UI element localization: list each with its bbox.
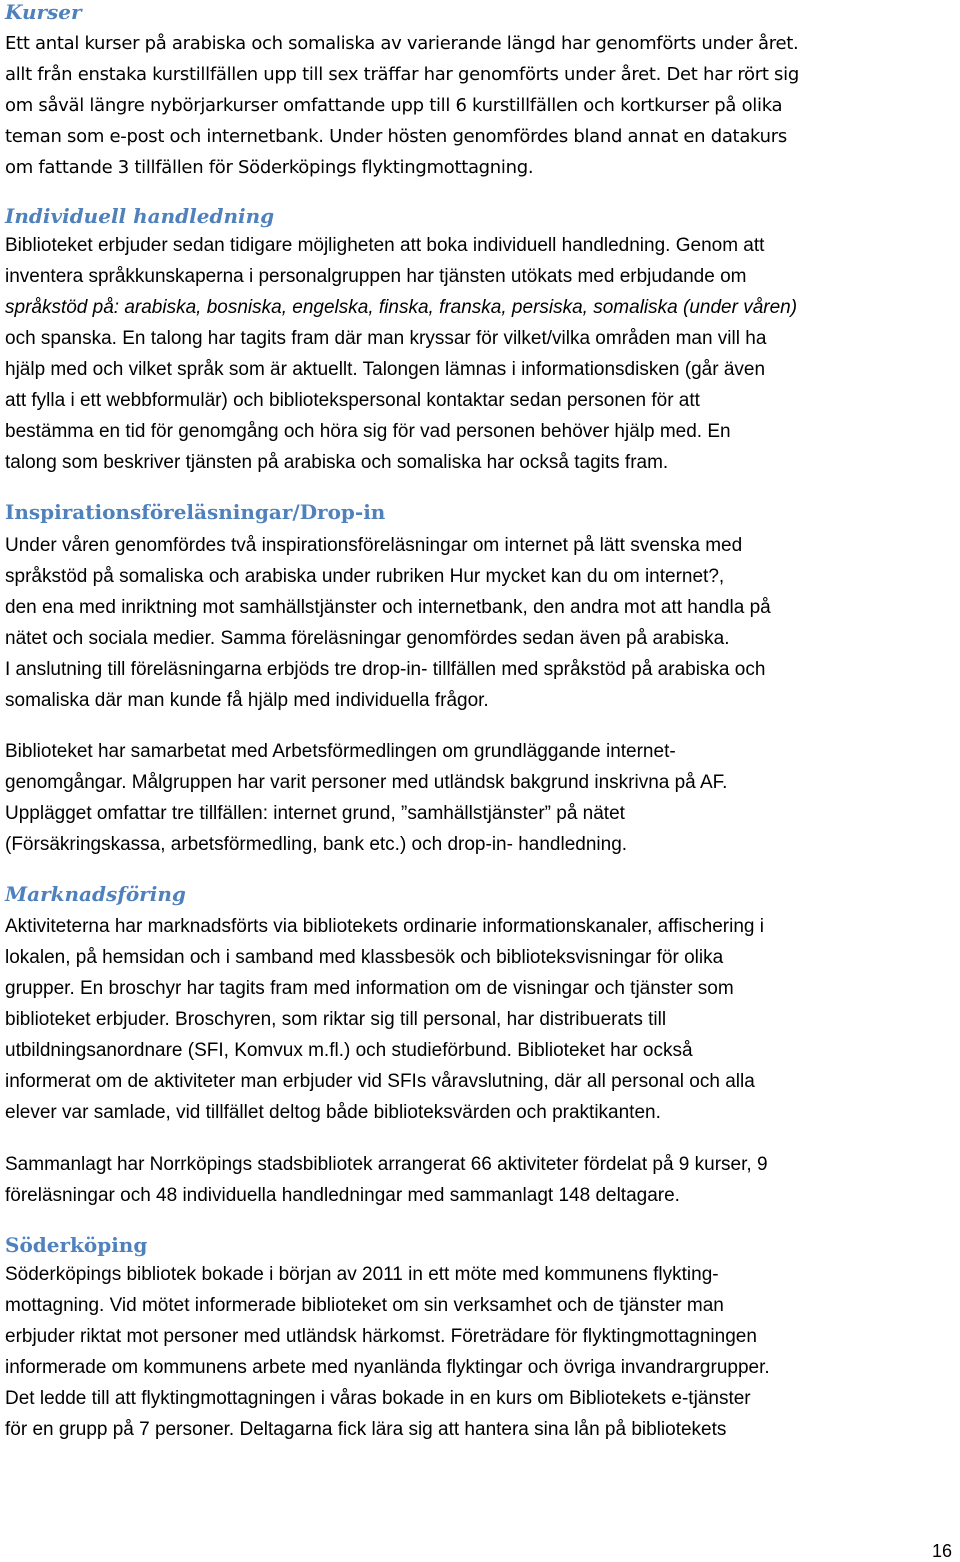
text-line: språkstöd på: arabiska, bosniska, engelska, finska, franska, persiska, somaliska (under våren): [5, 297, 798, 318]
paragraph-soderkoping: [5, 1259, 770, 1445]
heading-soderkoping: Söderköping: [5, 1233, 148, 1257]
text-line: Upplägget omfattar tre tillfällen: internet grund, ”samhällstjänster” på nätet: [5, 803, 625, 824]
heading-kurser: Kurser: [5, 0, 82, 24]
text-line: erbjuder riktat mot personer med utländsk härkomst. Företrädare för flyktingmottagningen: [5, 1326, 757, 1347]
text-line: föreläsningar och 48 individuella handledningar med sammanlagt 148 deltagare.: [5, 1185, 680, 1206]
text-line: grupper. En broschyr har tagits fram med information om de visningar och tjänster som: [5, 978, 734, 999]
text-line: inventera språkkunskaperna i personalgruppen har tjänsten utökats med erbjudande om: [5, 266, 747, 287]
paragraph-kurser: [5, 28, 799, 183]
text-line: mottagning. Vid mötet informerade biblioteket om sin verksamhet och de tjänster man: [5, 1295, 724, 1316]
text-line: informerade om kommunens arbete med nyanlända flyktingar och övriga invandrargrupper.: [5, 1357, 770, 1378]
text-line: biblioteket erbjuder. Broschyren, som riktar sig till personal, har distribuerats till: [5, 1009, 667, 1030]
text-line: Sammanlagt har Norrköpings stadsbibliotek arrangerat 66 aktiviteter fördelat på 9 kurser, 9: [5, 1154, 768, 1175]
text-line: utbildningsanordnare (SFI, Komvux m.fl.) och studieförbund. Biblioteket har också: [5, 1040, 693, 1061]
heading-individuell-handledning: Individuell handledning: [5, 204, 275, 228]
text-line: Aktiviteterna har marknadsförts via bibliotekets ordinarie informationskanaler, affischering i: [5, 916, 764, 937]
heading-marknadsforing: Marknadsföring: [5, 882, 186, 906]
text-line: teman som e-post och internetbank. Under hösten genomfördes bland annat en datakurs: [5, 126, 787, 147]
text-line: lokalen, på hemsidan och i samband med klassbesök och biblioteksvisningar för olika: [5, 947, 724, 968]
text-line: och spanska. En talong har tagits fram där man kryssar för vilket/vilka områden man vill ha: [5, 328, 767, 349]
paragraph-arbetsformedlingen: [5, 736, 727, 860]
text-line: Det ledde till att flyktingmottagningen i våras bokade in en kurs om Bibliotekets e-tjänster: [5, 1388, 751, 1409]
text-line: att fylla i ett webbformulär) och bibliotekspersonal kontaktar sedan personen för att: [5, 390, 700, 411]
page-number: 16: [931, 1541, 952, 1561]
text-line: talong som beskriver tjänsten på arabiska och somaliska har också tagits fram.: [5, 452, 669, 473]
text-line: elever var samlade, vid tillfället deltog både biblioteksvärden och praktikanten.: [5, 1102, 661, 1123]
text-line: bestämma en tid för genomgång och höra sig för vad personen behöver hjälp med. En: [5, 421, 731, 442]
paragraph-individuell-handledning: [5, 230, 797, 478]
text-line: den ena med inriktning mot samhällstjänster och internetbank, den andra mot att handla på: [5, 597, 771, 618]
paragraph-inspirationsforelasningar: [5, 530, 771, 716]
text-line: språkstöd på somaliska och arabiska under rubriken Hur mycket kan du om internet?,: [5, 566, 725, 587]
paragraph-marknadsforing: [5, 911, 764, 1128]
text-line: (Försäkringskassa, arbetsförmedling, bank etc.) och drop-in- handledning.: [5, 834, 628, 855]
paragraph-sammanlagt: [5, 1149, 768, 1211]
text-line: Söderköpings bibliotek bokade i början av 2011 in ett möte med kommunens flykting-: [5, 1264, 719, 1285]
text-line: om såväl längre nybörjarkurser omfattande upp till 6 kurstillfällen och kortkurser på olika: [5, 95, 783, 116]
text-line: informerat om de aktiviteter man erbjuder vid SFIs våravslutning, där all personal och alla: [5, 1071, 755, 1092]
text-line: Under våren genomfördes två inspirationsföreläsningar om internet på lätt svenska med: [5, 535, 743, 556]
text-line: Biblioteket har samarbetat med Arbetsförmedlingen om grundläggande internet-: [5, 741, 676, 762]
text-line: somaliska där man kunde få hjälp med individuella frågor.: [5, 690, 489, 711]
text-line: genomgångar. Målgruppen har varit personer med utländsk bakgrund inskrivna på AF.: [5, 772, 728, 793]
text-line: Ett antal kurser på arabiska och somaliska av varierande längd har genomförts under året.: [5, 33, 799, 54]
heading-inspirationsforelasningar: Inspirationsföreläsningar/Drop-in: [5, 500, 386, 524]
text-line: nätet och sociala medier. Samma föreläsningar genomfördes sedan även på arabiska.: [5, 628, 730, 649]
text-line: allt från enstaka kurstillfällen upp till sex träffar har genomförts under året. Det har rört sig: [5, 64, 799, 85]
text-line: Biblioteket erbjuder sedan tidigare möjligheten att boka individuell handledning. Genom att: [5, 235, 765, 256]
text-line: om fattande 3 tillfällen för Söderköpings flyktingmottagning.: [5, 157, 534, 178]
text-line: hjälp med och vilket språk som är aktuellt. Talongen lämnas i informationsdisken (går även: [5, 359, 766, 380]
text-line: för en grupp på 7 personer. Deltagarna fick lära sig att hantera sina lån på bibliotekets: [5, 1419, 727, 1440]
text-line: I anslutning till föreläsningarna erbjöds tre drop-in- tillfällen med språkstöd på arabiska och: [5, 659, 766, 680]
